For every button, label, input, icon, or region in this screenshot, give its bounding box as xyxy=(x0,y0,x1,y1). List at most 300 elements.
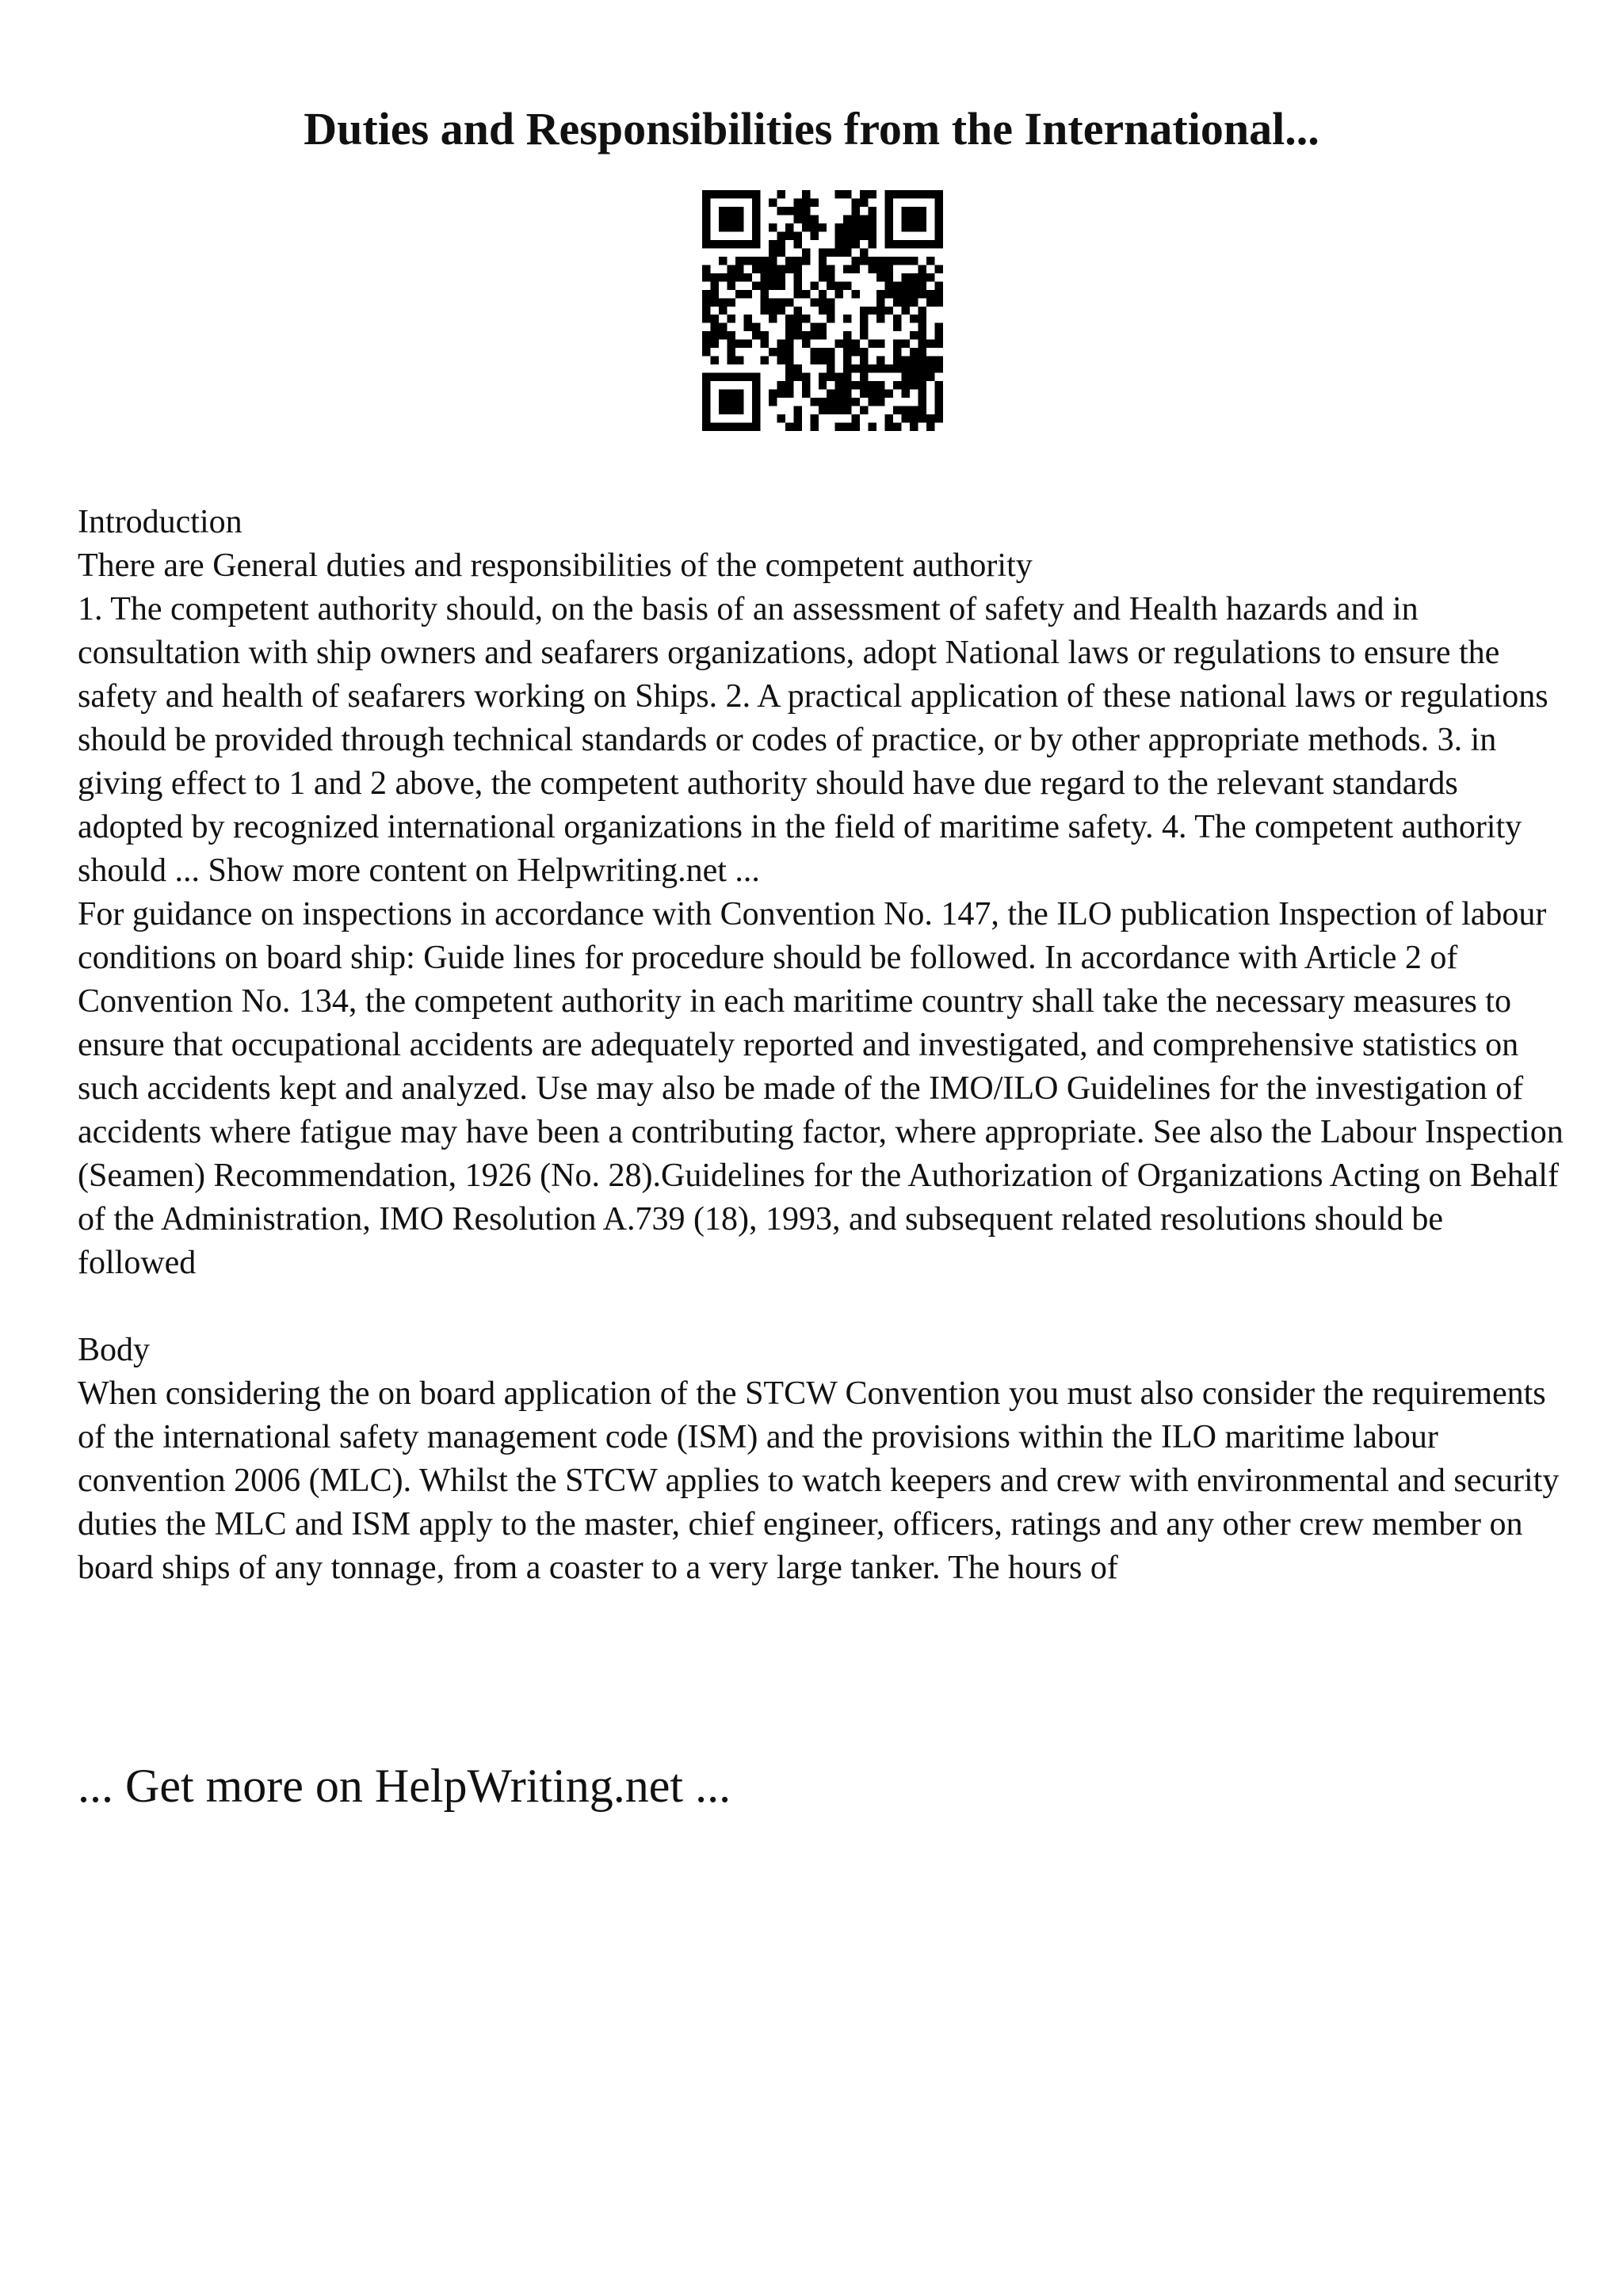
qr-module xyxy=(926,340,934,348)
qr-module xyxy=(926,290,934,298)
qr-module xyxy=(910,223,918,231)
qr-module xyxy=(902,207,910,215)
qr-module xyxy=(735,423,743,431)
qr-module xyxy=(785,315,793,322)
qr-module xyxy=(760,307,768,315)
qr-module xyxy=(843,265,851,273)
qr-module xyxy=(935,207,943,215)
qr-module xyxy=(793,323,801,331)
qr-module xyxy=(885,281,893,289)
qr-module xyxy=(918,348,926,356)
qr-module xyxy=(918,364,926,372)
qr-module xyxy=(785,331,793,339)
qr-module xyxy=(777,190,785,198)
qr-module xyxy=(860,364,868,372)
qr-module xyxy=(810,215,818,223)
qr-module xyxy=(869,390,876,398)
qr-module xyxy=(785,364,793,372)
qr-module xyxy=(918,190,926,198)
qr-module xyxy=(869,265,876,273)
qr-module xyxy=(893,257,901,265)
qr-module xyxy=(743,290,751,298)
qr-module xyxy=(852,290,860,298)
qr-module xyxy=(752,373,760,381)
qr-module xyxy=(727,406,735,414)
qr-module xyxy=(785,207,793,215)
qr-module xyxy=(769,223,777,231)
qr-module xyxy=(876,265,884,273)
qr-module xyxy=(869,207,876,215)
qr-module xyxy=(852,207,860,215)
qr-module xyxy=(760,298,768,306)
qr-module xyxy=(719,373,727,381)
qr-module xyxy=(918,307,926,315)
qr-module xyxy=(777,248,785,256)
qr-module xyxy=(827,307,834,315)
qr-module xyxy=(810,223,818,231)
qr-module xyxy=(810,231,818,239)
qr-module xyxy=(793,423,801,431)
qr-module xyxy=(918,340,926,348)
paragraph-spacer xyxy=(78,1285,1568,1329)
qr-module xyxy=(893,298,901,306)
intro-paragraph: 1. The competent authority should, on the basis of an assessment of safety and Health hazards and in consultation with ship owners and seafarers organizations, adopt National laws or regulations to ensure the safety and health of seafarers working on Ships. 2. A practical application of these national laws or regulations should be provided through technical standards or codes of practice, or by other appropriate methods. 3. in giving effect to 1 and 2 above, the competent authority should have due regard to the relevant standards adopted by recognized international organizations in the field of maritime safety. 4. The competent authority should ... Show more content on Helpwriting.net ... xyxy=(78,591,1549,889)
body-heading: Body xyxy=(78,1332,151,1368)
qr-module xyxy=(910,414,918,422)
qr-module xyxy=(835,390,843,398)
qr-module xyxy=(893,357,901,364)
qr-module xyxy=(869,398,876,406)
qr-module xyxy=(918,207,926,215)
qr-module xyxy=(935,223,943,231)
intro-heading: Introduction xyxy=(78,504,242,540)
qr-module xyxy=(769,315,777,322)
qr-module xyxy=(710,281,718,289)
qr-module xyxy=(735,207,743,215)
qr-module xyxy=(743,240,751,248)
qr-module xyxy=(869,190,876,198)
qr-module xyxy=(785,298,793,306)
qr-module xyxy=(827,373,834,381)
qr-module xyxy=(893,406,901,414)
qr-module xyxy=(802,390,810,398)
qr-module xyxy=(769,307,777,315)
qr-module xyxy=(752,398,760,406)
qr-module xyxy=(918,273,926,281)
qr-module xyxy=(735,240,743,248)
qr-module xyxy=(727,240,735,248)
qr-module xyxy=(752,190,760,198)
qr-module xyxy=(910,273,918,281)
qr-module xyxy=(735,257,743,265)
qr-module xyxy=(852,340,860,348)
qr-module xyxy=(935,190,943,198)
qr-code-icon xyxy=(702,190,943,431)
qr-module xyxy=(702,223,710,231)
qr-module xyxy=(802,207,810,215)
qr-module xyxy=(843,340,851,348)
qr-module xyxy=(727,398,735,406)
qr-module xyxy=(752,223,760,231)
qr-module xyxy=(835,398,843,406)
qr-module xyxy=(869,215,876,223)
qr-module xyxy=(769,273,777,281)
qr-module xyxy=(926,364,934,372)
qr-module xyxy=(719,331,727,339)
qr-module xyxy=(793,373,801,381)
qr-module xyxy=(785,357,793,364)
qr-module xyxy=(752,323,760,331)
qr-module xyxy=(819,298,827,306)
qr-module xyxy=(752,240,760,248)
qr-module xyxy=(785,265,793,273)
qr-module xyxy=(802,381,810,389)
qr-module xyxy=(860,248,868,256)
qr-module xyxy=(860,381,868,389)
qr-module xyxy=(760,331,768,339)
qr-module xyxy=(843,240,851,248)
qr-module xyxy=(769,265,777,273)
qr-module xyxy=(860,348,868,356)
qr-module xyxy=(702,198,710,206)
get-more-link[interactable]: ... Get more on HelpWriting.net ... xyxy=(78,1760,731,1812)
qr-module xyxy=(702,215,710,223)
qr-module xyxy=(935,357,943,364)
qr-module xyxy=(902,240,910,248)
qr-module xyxy=(902,307,910,315)
qr-module xyxy=(852,198,860,206)
qr-module xyxy=(769,398,777,406)
qr-module xyxy=(810,331,818,339)
qr-module xyxy=(702,348,710,356)
qr-module xyxy=(710,357,718,364)
qr-module xyxy=(760,340,768,348)
qr-module xyxy=(702,381,710,389)
qr-module xyxy=(819,273,827,281)
qr-module xyxy=(885,390,893,398)
qr-module xyxy=(843,315,851,322)
qr-module xyxy=(918,331,926,339)
qr-module xyxy=(810,423,818,431)
qr-module xyxy=(727,215,735,223)
qr-module xyxy=(727,340,735,348)
qr-module xyxy=(793,231,801,239)
qr-module xyxy=(769,390,777,398)
qr-module xyxy=(827,406,834,414)
qr-module xyxy=(902,281,910,289)
qr-module xyxy=(802,248,810,256)
qr-module xyxy=(827,298,834,306)
qr-module xyxy=(852,223,860,231)
qr-module xyxy=(702,307,710,315)
qr-module xyxy=(852,215,860,223)
qr-module xyxy=(843,406,851,414)
qr-module xyxy=(719,398,727,406)
document-body xyxy=(78,501,1568,1590)
qr-module xyxy=(735,273,743,281)
qr-module xyxy=(727,273,735,281)
qr-module xyxy=(785,423,793,431)
qr-module xyxy=(893,323,901,331)
qr-module xyxy=(893,423,901,431)
qr-module xyxy=(785,373,793,381)
qr-module xyxy=(902,381,910,389)
qr-module xyxy=(843,398,851,406)
qr-module xyxy=(793,315,801,322)
qr-module xyxy=(719,406,727,414)
qr-module xyxy=(910,207,918,215)
qr-module xyxy=(852,240,860,248)
qr-module xyxy=(852,423,860,431)
qr-module xyxy=(926,357,934,364)
qr-module xyxy=(785,323,793,331)
qr-module xyxy=(918,315,926,322)
qr-module xyxy=(735,357,743,364)
qr-module xyxy=(793,273,801,281)
qr-module xyxy=(876,257,884,265)
qr-module xyxy=(777,340,785,348)
qr-module xyxy=(902,414,910,422)
qr-module xyxy=(719,390,727,398)
qr-module xyxy=(860,390,868,398)
qr-module xyxy=(893,315,901,322)
qr-module xyxy=(710,373,718,381)
qr-module xyxy=(918,381,926,389)
qr-module xyxy=(885,190,893,198)
qr-module xyxy=(802,223,810,231)
qr-module xyxy=(785,257,793,265)
qr-module xyxy=(710,423,718,431)
qr-module xyxy=(926,423,934,431)
qr-module xyxy=(843,281,851,289)
qr-module xyxy=(860,215,868,223)
qr-module xyxy=(819,323,827,331)
qr-module xyxy=(777,273,785,281)
qr-module xyxy=(902,290,910,298)
qr-module xyxy=(769,298,777,306)
qr-module xyxy=(785,348,793,356)
qr-module xyxy=(727,423,735,431)
qr-module xyxy=(876,307,884,315)
qr-module xyxy=(902,340,910,348)
qr-module xyxy=(935,381,943,389)
qr-module xyxy=(769,248,777,256)
qr-module xyxy=(810,357,818,364)
qr-module xyxy=(793,406,801,414)
qr-module xyxy=(802,215,810,223)
qr-module xyxy=(735,373,743,381)
qr-module xyxy=(702,265,710,273)
qr-module xyxy=(852,265,860,273)
qr-module xyxy=(777,390,785,398)
qr-module xyxy=(918,406,926,414)
qr-module xyxy=(918,373,926,381)
qr-module xyxy=(727,281,735,289)
qr-module xyxy=(893,290,901,298)
qr-module xyxy=(869,223,876,231)
qr-module xyxy=(702,190,710,198)
qr-module xyxy=(802,290,810,298)
qr-module xyxy=(843,423,851,431)
qr-module xyxy=(918,323,926,331)
qr-module xyxy=(760,257,768,265)
qr-module xyxy=(760,290,768,298)
qr-module xyxy=(810,398,818,406)
qr-module xyxy=(819,348,827,356)
qr-module xyxy=(819,307,827,315)
qr-module xyxy=(902,357,910,364)
qr-module xyxy=(893,240,901,248)
qr-module xyxy=(843,348,851,356)
qr-module xyxy=(843,373,851,381)
qr-module xyxy=(876,398,884,406)
qr-module xyxy=(902,273,910,281)
qr-module xyxy=(910,364,918,372)
qr-module xyxy=(885,257,893,265)
qr-module xyxy=(926,257,934,265)
qr-module xyxy=(835,373,843,381)
qr-module xyxy=(735,290,743,298)
qr-module xyxy=(719,273,727,281)
qr-module xyxy=(819,373,827,381)
qr-module xyxy=(810,348,818,356)
qr-module xyxy=(802,340,810,348)
qr-module xyxy=(793,265,801,273)
qr-module xyxy=(719,215,727,223)
qr-module xyxy=(902,298,910,306)
qr-module xyxy=(935,364,943,372)
qr-module xyxy=(752,281,760,289)
qr-module xyxy=(860,190,868,198)
qr-module xyxy=(910,348,918,356)
qr-module xyxy=(910,373,918,381)
qr-module xyxy=(719,240,727,248)
qr-module xyxy=(926,240,934,248)
qr-module xyxy=(918,398,926,406)
qr-module xyxy=(885,215,893,223)
qr-module xyxy=(835,340,843,348)
qr-module xyxy=(860,373,868,381)
qr-module xyxy=(885,198,893,206)
qr-module xyxy=(793,240,801,248)
qr-module xyxy=(860,198,868,206)
qr-module xyxy=(752,265,760,273)
document-title: Duties and Responsibilities from the International... xyxy=(304,103,1319,154)
qr-module xyxy=(935,281,943,289)
qr-module xyxy=(910,281,918,289)
qr-module xyxy=(802,331,810,339)
qr-module xyxy=(743,373,751,381)
qr-module xyxy=(902,373,910,381)
qr-module xyxy=(902,406,910,414)
qr-module xyxy=(793,331,801,339)
qr-module xyxy=(918,414,926,422)
qr-module xyxy=(835,281,843,289)
qr-module xyxy=(710,323,718,331)
qr-module xyxy=(910,257,918,265)
qr-module xyxy=(777,298,785,306)
qr-module xyxy=(935,231,943,239)
qr-module xyxy=(810,198,818,206)
qr-module xyxy=(752,215,760,223)
qr-module xyxy=(852,231,860,239)
qr-module xyxy=(710,331,718,339)
qr-module xyxy=(727,331,735,339)
qr-module xyxy=(785,231,793,239)
qr-module xyxy=(727,207,735,215)
qr-module xyxy=(935,240,943,248)
qr-module xyxy=(843,231,851,239)
qr-module xyxy=(719,223,727,231)
qr-module xyxy=(702,240,710,248)
qr-module xyxy=(769,348,777,356)
qr-module xyxy=(893,364,901,372)
qr-module xyxy=(852,381,860,389)
qr-module xyxy=(702,207,710,215)
qr-module xyxy=(769,257,777,265)
guidance-paragraph: For guidance on inspections in accordance with Convention No. 147, the ILO publication Inspection of labour conditions on board ship: Guide lines for procedure should be followed. In accordance with Article 2 of Convention No. 134, the competent authority in each maritime country shall take the necessary measures to ensure that occupational accidents are adequately reported and investigated, and comprehensive statistics on such accidents kept and analyzed. Use may also be made of the IMO/ILO Guidelines for the investigation of accidents where fatigue may have been a contributing factor, where appropriate. See also the Labour Inspection (Seamen) Recommendation, 1926 (No. 28).Guidelines for the Authorization of Organizations Acting on Behalf of the Administration, IMO Resolution A.739 (18), 1993, and subsequent related resolutions should be followed xyxy=(78,896,1564,1281)
qr-module xyxy=(702,231,710,239)
qr-module xyxy=(827,390,834,398)
qr-module xyxy=(760,357,768,364)
qr-module xyxy=(827,348,834,356)
qr-module xyxy=(869,231,876,239)
qr-module xyxy=(743,190,751,198)
qr-module xyxy=(819,248,827,256)
qr-module xyxy=(835,381,843,389)
qr-module xyxy=(702,331,710,339)
qr-module xyxy=(819,223,827,231)
qr-module xyxy=(876,298,884,306)
qr-module xyxy=(902,390,910,398)
qr-module xyxy=(926,373,934,381)
qr-module xyxy=(910,298,918,306)
qr-module xyxy=(935,406,943,414)
qr-module xyxy=(802,373,810,381)
qr-module xyxy=(752,414,760,422)
qr-module xyxy=(802,198,810,206)
qr-module xyxy=(902,223,910,231)
qr-module xyxy=(852,414,860,422)
qr-module xyxy=(819,290,827,298)
qr-module xyxy=(885,231,893,239)
qr-module xyxy=(735,215,743,223)
qr-module xyxy=(743,340,751,348)
qr-module xyxy=(819,331,827,339)
qr-module xyxy=(869,423,876,431)
qr-module xyxy=(918,240,926,248)
qr-module xyxy=(876,364,884,372)
qr-module xyxy=(777,348,785,356)
qr-module xyxy=(793,215,801,223)
qr-module xyxy=(702,414,710,422)
qr-module xyxy=(852,257,860,265)
qr-module xyxy=(777,357,785,364)
qr-module xyxy=(852,348,860,356)
qr-module xyxy=(860,231,868,239)
qr-module xyxy=(893,281,901,289)
qr-module xyxy=(910,357,918,364)
qr-module xyxy=(819,257,827,265)
qr-module xyxy=(827,248,834,256)
qr-module xyxy=(876,290,884,298)
qr-module xyxy=(727,265,735,273)
qr-module xyxy=(935,290,943,298)
qr-module xyxy=(819,406,827,414)
qr-module xyxy=(777,207,785,215)
qr-module xyxy=(918,223,926,231)
qr-module xyxy=(876,340,884,348)
